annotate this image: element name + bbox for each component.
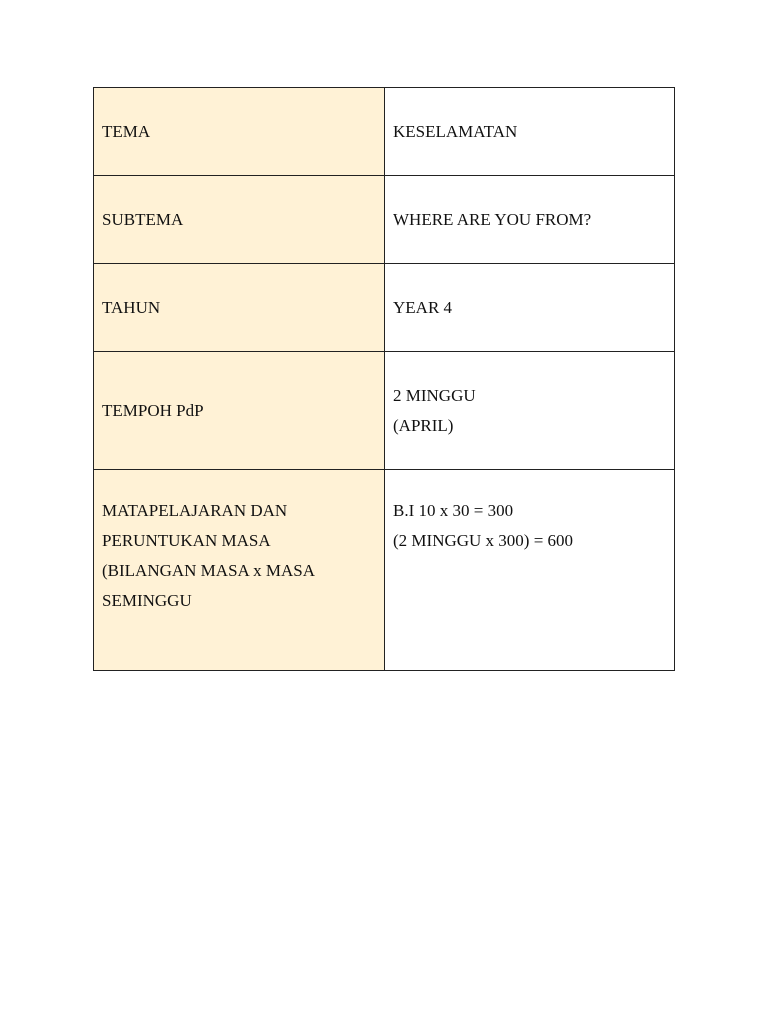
row-value-cell (385, 470, 675, 671)
label-text: MATAPELAJARAN DAN (102, 501, 288, 520)
row-label-cell (94, 352, 385, 470)
label-text: TEMA (102, 121, 151, 141)
value-text: (APRIL) (393, 415, 454, 435)
value-text: YEAR 4 (393, 297, 453, 317)
value-text: B.I 10 x 30 = 300 (393, 501, 514, 520)
row-value-cell (385, 176, 675, 264)
value-text: 2 MINGGU (393, 385, 476, 405)
label-text: SUBTEMA (102, 209, 184, 229)
row-label-cell (94, 176, 385, 264)
lesson-info-table (93, 87, 675, 671)
label-text: TAHUN (102, 297, 161, 317)
row-label-cell (94, 88, 385, 176)
label-text: TEMPOH PdP (102, 400, 204, 420)
row-label-cell (94, 470, 385, 671)
table-row-tema (94, 88, 675, 176)
row-value-cell (385, 352, 675, 470)
value-text: (2 MINGGU x 300) = 600 (393, 531, 574, 550)
label-text: (BILANGAN MASA x MASA (102, 561, 315, 580)
row-value-cell (385, 88, 675, 176)
table-row-tahun (94, 264, 675, 352)
table-row-tempoh (94, 352, 675, 470)
label-text: PERUNTUKAN MASA (102, 531, 271, 550)
row-label-cell (94, 264, 385, 352)
label-text: SEMINGGU (102, 591, 192, 610)
table-row-subtema (94, 176, 675, 264)
value-text: WHERE ARE YOU FROM? (393, 209, 592, 229)
table-row-matapelajaran (94, 470, 675, 671)
value-text: KESELAMATAN (393, 121, 518, 141)
row-value-cell (385, 264, 675, 352)
